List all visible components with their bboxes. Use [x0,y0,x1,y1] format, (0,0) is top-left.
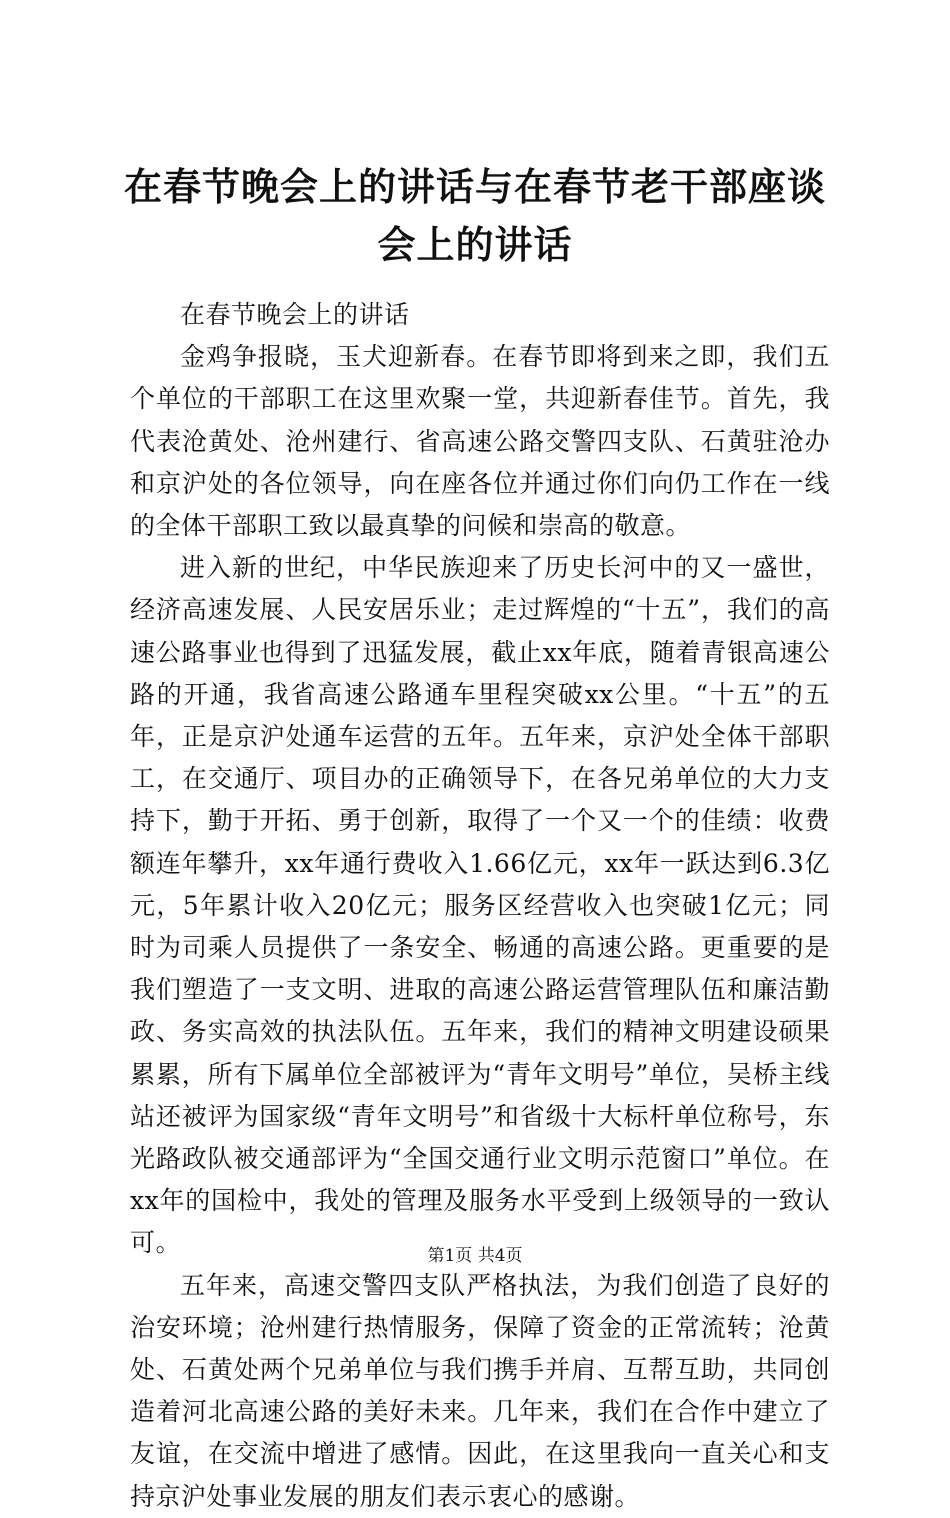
document-body [130,294,830,1518]
document-title: 在春节晚会上的讲话与在春节老干部座谈会上的讲话 [123,164,826,267]
paragraph: 进入新的世纪，中华民族迎来了历史长河中的又一盛世，经济高速发展、人民安居乐业；走过辉煌的“十五”，我们的高速公路事业也得到了迅猛发展，截止xx年底，随着青银高速公路的开通，我省高速公路通车里程突破xx公里。“十五”的五年，正是京沪处通车运营的五年。五年来，京沪处全体干部职工，在交通厅、项目办的正确领导下，在各兄弟单位的大力支持下，勤于开拓、勇于创新，取得了一个又一个的佳绩：收费额连年攀升，xx年通行费收入1.66亿元，xx年一跃达到6.3亿元，5年累计收入20亿元；服务区经营收入也突破1亿元；同时为司乘人员提供了一条安全、畅通的高速公路。更重要的是我们塑造了一支文明、进取的高速公路运营管理队伍和廉洁勤政、务实高效的执法队伍。五年来，我们的精神文明建设硕果累累，所有下属单位全部被评为“青年文明号”单位，吴桥主线站还被评为国家级“青年文明号”和省级十大标杆单位称号，东光路政队被交通部评为“全国交通行业文明示范窗口”单位。在xx年的国检中，我处的管理及服务水平受到上级领导的一致认可。 [130,553,830,1258]
paragraph: 金鸡争报晓，玉犬迎新春。在春节即将到来之即，我们五个单位的干部职工在这里欢聚一堂，共迎新春佳节。首先，我代表沧黄处、沧州建行、省高速公路交警四支队、石黄驻沧办和京沪处的各位领导，向在座各位并通过你们向仍工作在一线的全体干部职工致以最真挚的问候和崇高的敬意。 [130,342,830,541]
page-footer: 第1页 共4页 [427,1246,523,1266]
paragraph: 五年来，高速交警四支队严格执法，为我们创造了良好的治安环境；沧州建行热情服务，保障了资金的正常流转；沧黄处、石黄处两个兄弟单位与我们携手并肩、互帮互助，共同创造着河北高速公路的美好未来。几年来，我们在合作中建立了友谊，在交流中增进了感情。因此，在这里我向一直关心和支持京沪处事业发展的朋友们表示衷心的感谢。 [130,1270,830,1511]
section-heading: 在春节晚会上的讲话 [180,300,410,329]
